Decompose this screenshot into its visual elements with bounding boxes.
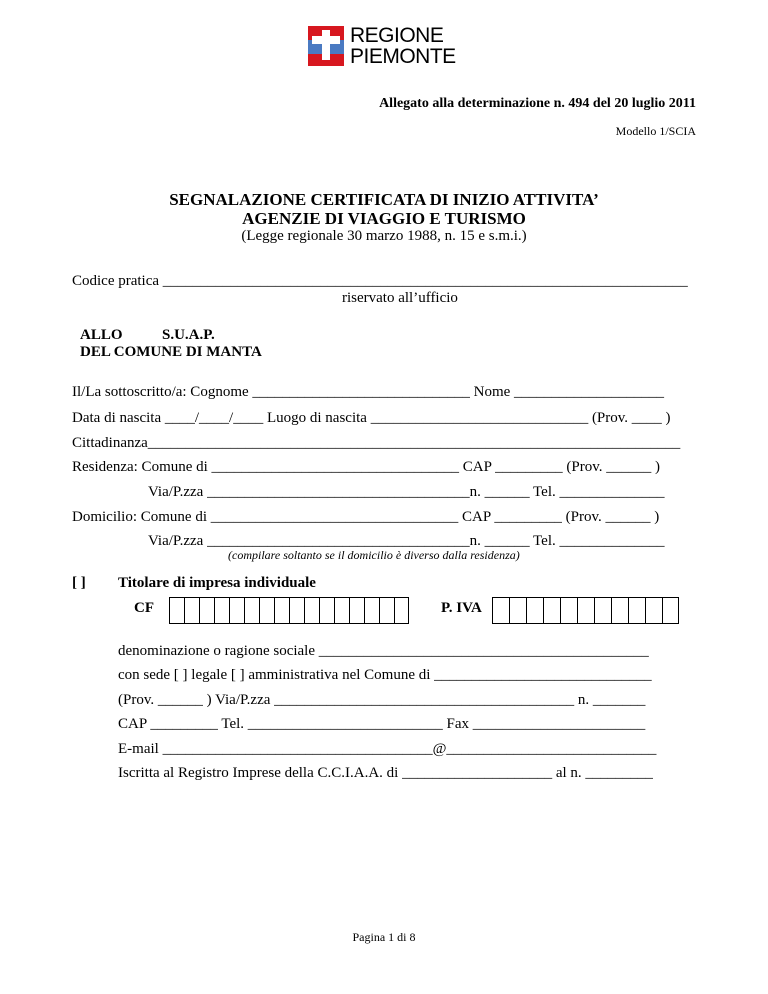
residenza-via-field[interactable]: Via/P.zza ___________________________________n. ______ Tel. ______________ [148, 484, 665, 500]
char-cell[interactable] [289, 597, 304, 624]
char-cell[interactable] [364, 597, 379, 624]
titolare-checkbox[interactable]: [ ] [72, 575, 86, 591]
piva-input-boxes[interactable] [492, 597, 679, 624]
logo-text-regione: REGIONE [350, 24, 444, 47]
page-number: Pagina 1 di 8 [352, 930, 416, 944]
char-cell[interactable] [492, 597, 509, 624]
cognome-nome-field[interactable]: Il/La sottoscritto/a: Cognome _____________________________ Nome ____________________ [72, 384, 665, 400]
char-cell[interactable] [594, 597, 611, 624]
denominazione-field[interactable]: denominazione o ragione sociale ____________________________________________ [118, 643, 649, 659]
codice-pratica-note: riservato all’ufficio [342, 290, 458, 306]
char-cell[interactable] [244, 597, 259, 624]
char-cell[interactable] [229, 597, 244, 624]
title-subtitle: (Legge regionale 30 marzo 1988, n. 15 e s.m.i.) [241, 228, 527, 244]
residenza-comune-field[interactable]: Residenza: Comune di _________________________________ CAP _________ (Prov. ______ ) [72, 459, 661, 475]
nascita-field[interactable]: Data di nascita ____/____/____ Luogo di nascita _____________________________ (Prov. ____ ) [72, 410, 671, 426]
char-cell[interactable] [184, 597, 199, 624]
cap-tel-fax-field[interactable]: CAP _________ Tel. __________________________ Fax _______________________ [118, 716, 646, 732]
prov-via-field[interactable]: (Prov. ______ ) Via/P.zza ________________________________________ n. _______ [118, 692, 646, 708]
cf-input-boxes[interactable] [169, 597, 409, 624]
char-cell[interactable] [611, 597, 628, 624]
char-cell[interactable] [560, 597, 577, 624]
char-cell[interactable] [379, 597, 394, 624]
char-cell[interactable] [645, 597, 662, 624]
recipient-suap: S.U.A.P. [162, 327, 215, 343]
modello-text: Modello 1/SCIA [615, 124, 696, 138]
regione-piemonte-flag-icon [308, 26, 344, 66]
char-cell[interactable] [319, 597, 334, 624]
char-cell[interactable] [214, 597, 229, 624]
title-line1: SEGNALAZIONE CERTIFICATA DI INIZIO ATTIVITA’ [169, 190, 599, 209]
char-cell[interactable] [274, 597, 289, 624]
char-cell[interactable] [526, 597, 543, 624]
char-cell[interactable] [543, 597, 560, 624]
char-cell[interactable] [577, 597, 594, 624]
recipient-comune: DEL COMUNE DI MANTA [80, 344, 262, 360]
allegato-text: Allegato alla determinazione n. 494 del 20 luglio 2011 [379, 96, 696, 111]
char-cell[interactable] [259, 597, 274, 624]
sede-field[interactable]: con sede [ ] legale [ ] amministrativa nel Comune di _____________________________ [118, 667, 652, 683]
char-cell[interactable] [199, 597, 214, 624]
email-field[interactable]: E-mail ____________________________________@____________________________ [118, 741, 657, 757]
char-cell[interactable] [169, 597, 184, 624]
title-line2: AGENZIE DI VIAGGIO E TURISMO [242, 209, 526, 228]
cf-label: CF [134, 600, 154, 616]
char-cell[interactable] [394, 597, 409, 624]
char-cell[interactable] [662, 597, 679, 624]
char-cell[interactable] [334, 597, 349, 624]
piva-label: P. IVA [441, 600, 482, 616]
char-cell[interactable] [304, 597, 319, 624]
domicilio-comune-field[interactable]: Domicilio: Comune di _________________________________ CAP _________ (Prov. ______ ) [72, 509, 660, 525]
codice-pratica-field[interactable]: Codice pratica ______________________________________________________________________ [72, 273, 688, 289]
recipient-allo: ALLO [80, 327, 123, 343]
titolare-title: Titolare di impresa individuale [118, 575, 316, 591]
domicilio-via-field[interactable]: Via/P.zza ___________________________________n. ______ Tel. ______________ [148, 533, 665, 549]
registro-imprese-field[interactable]: Iscritta al Registro Imprese della C.C.I.A.A. di ____________________ al n. _________ [118, 765, 653, 781]
cittadinanza-field[interactable]: Cittadinanza_______________________________________________________________________ [72, 435, 681, 451]
char-cell[interactable] [509, 597, 526, 624]
domicilio-note: (compilare soltanto se il domicilio è diverso dalla residenza) [228, 548, 520, 562]
regione-piemonte-logo [308, 24, 456, 68]
char-cell[interactable] [349, 597, 364, 624]
char-cell[interactable] [628, 597, 645, 624]
logo-text-piemonte: PIEMONTE [350, 45, 456, 68]
